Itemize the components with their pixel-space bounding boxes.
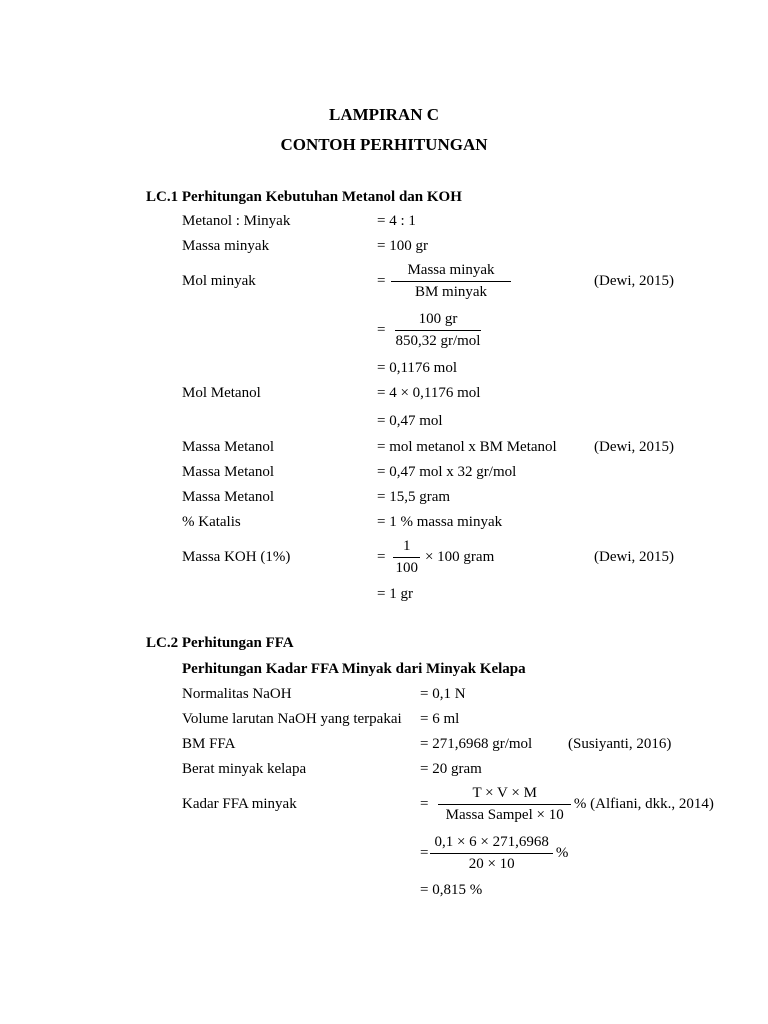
fraction-denominator: 850,32 gr/mol <box>395 333 481 350</box>
result-kadar-ffa: = 0,815 % <box>420 882 483 898</box>
subsection-heading: Perhitungan Kadar FFA Minyak dari Minyak Kelapa <box>182 661 526 677</box>
value-normalitas: = 0,1 N <box>420 686 466 702</box>
fraction-numerator: 100 gr <box>395 311 482 331</box>
formula-multiplier: × 100 gram <box>424 549 495 566</box>
fraction <box>438 785 570 825</box>
label-volume: Volume larutan NaOH yang terpakai <box>182 711 402 727</box>
label-normalitas: Normalitas NaOH <box>182 686 292 702</box>
reference-dewi-1: (Dewi, 2015) <box>594 273 674 289</box>
fraction-numerator: T × V × M <box>438 785 570 805</box>
section-heading-lc1: LC.1 Perhitungan Kebutuhan Metanol dan KOH <box>146 189 462 205</box>
result-mol-metanol: = 0,47 mol <box>377 413 443 429</box>
section-heading-lc2: LC.2 Perhitungan FFA <box>146 635 294 651</box>
value-berat: = 20 gram <box>420 761 482 777</box>
label-mol-minyak: Mol minyak <box>182 273 256 289</box>
equals-sign: = <box>377 273 386 290</box>
label-massa-metanol-1: Massa Metanol <box>182 439 275 455</box>
fraction-numerator: 0,1 × 6 × 271,6968 <box>430 834 552 854</box>
value-katalis: = 1 % massa minyak <box>377 514 503 530</box>
label-massa-koh: Massa KOH (1%) <box>182 549 291 565</box>
formula-mol-minyak <box>377 262 511 302</box>
page-subtitle: CONTOH PERHITUNGAN <box>280 135 488 154</box>
fraction-numerator: 1 <box>393 538 421 558</box>
fraction <box>391 311 484 351</box>
formula-mol-minyak-step2 <box>377 311 484 351</box>
label-kadar-ffa: Kadar FFA minyak <box>182 796 297 812</box>
reference-alfiani: % (Alfiani, dkk., 2014) <box>573 796 714 813</box>
equals-sign: = <box>420 796 429 813</box>
fraction-denominator: 20 × 10 <box>468 856 515 873</box>
value-massa-metanol-3: = 15,5 gram <box>377 489 451 505</box>
result-mol-minyak: = 0,1176 mol <box>377 360 457 376</box>
result-massa-koh: = 1 gr <box>377 586 413 602</box>
value-volume: = 6 ml <box>420 711 460 727</box>
value-massa-metanol-1: = mol metanol x BM Metanol <box>377 439 557 455</box>
label-massa-minyak: Massa minyak <box>182 238 270 254</box>
percent-sign: % <box>555 845 569 862</box>
reference-susiyanti: (Susiyanti, 2016) <box>568 736 672 752</box>
label-katalis: % Katalis <box>182 514 241 530</box>
reference-dewi-3: (Dewi, 2015) <box>594 549 674 565</box>
fraction-denominator: Massa Sampel × 10 <box>445 807 564 824</box>
equals-sign: = <box>377 549 386 566</box>
value-bm-ffa: = 271,6968 gr/mol <box>420 736 533 752</box>
formula-kadar-ffa-step2 <box>420 834 568 874</box>
label-massa-metanol-3: Massa Metanol <box>182 489 275 505</box>
label-metanol-minyak: Metanol : Minyak <box>182 213 291 229</box>
value-mol-metanol: = 4 × 0,1176 mol <box>377 385 481 401</box>
fraction <box>430 834 552 874</box>
label-mol-metanol: Mol Metanol <box>182 385 261 401</box>
fraction <box>391 538 422 578</box>
fraction-numerator: Massa minyak <box>391 262 510 282</box>
label-berat: Berat minyak kelapa <box>182 761 307 777</box>
fraction-denominator: 100 <box>395 560 418 577</box>
value-massa-metanol-2: = 0,47 mol x 32 gr/mol <box>377 464 517 480</box>
label-massa-metanol-2: Massa Metanol <box>182 464 275 480</box>
value-massa-minyak: = 100 gr <box>377 238 428 254</box>
formula-massa-koh <box>377 538 494 578</box>
label-bm-ffa: BM FFA <box>182 736 236 752</box>
value-metanol-minyak: = 4 : 1 <box>377 213 416 229</box>
fraction-denominator: BM minyak <box>414 284 488 301</box>
equals-sign: = <box>377 322 386 339</box>
reference-dewi-2: (Dewi, 2015) <box>594 439 674 455</box>
fraction <box>391 262 510 302</box>
equals-sign: = <box>420 845 429 862</box>
formula-kadar-ffa <box>420 785 714 825</box>
page-title: LAMPIRAN C <box>328 105 440 124</box>
